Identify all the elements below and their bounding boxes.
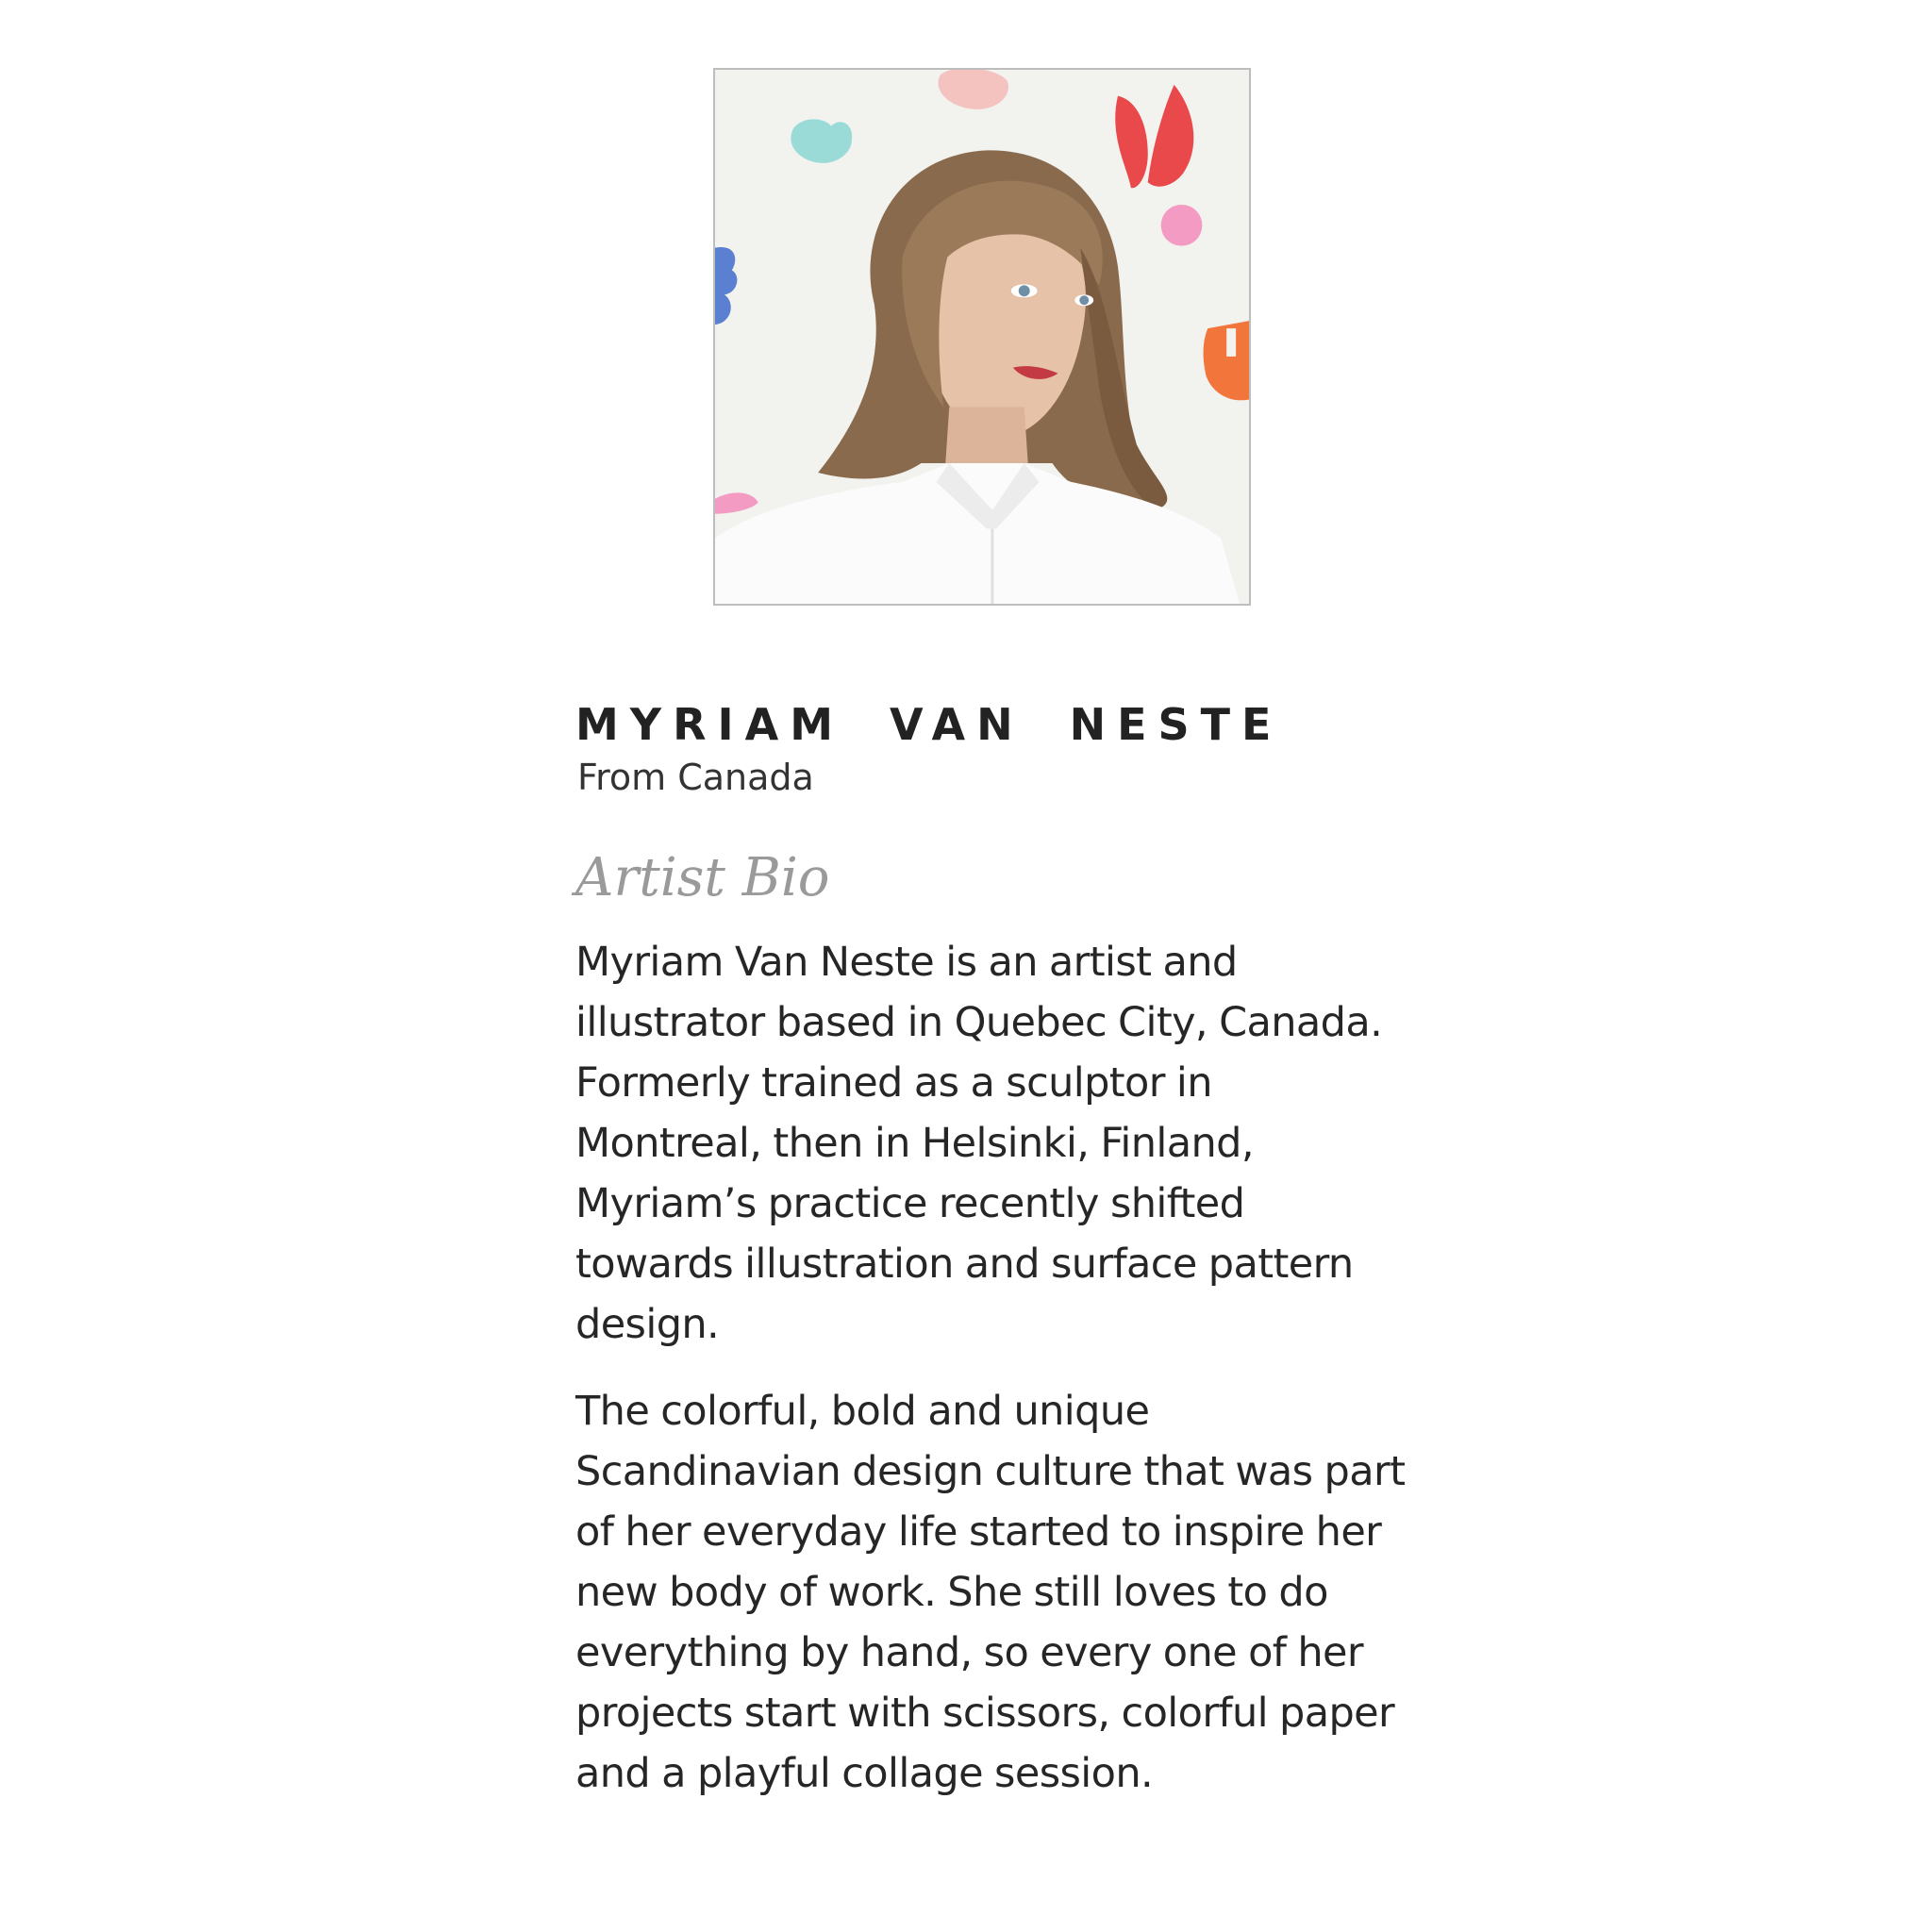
bio-body: [575, 932, 1406, 1804]
bio-paragraph: Myriam Van Neste is an artist and illustrator based in Quebec City, Canada. Formerly trained as a sculptor in Montreal, then in Helsinki, Finland, Myriam’s practice recently shifted towards illustration and surface pattern design.: [575, 939, 1383, 1348]
artist-portrait: [713, 68, 1251, 606]
artist-profile: [575, 696, 1424, 1830]
bio-heading: Artist Bio: [575, 847, 830, 908]
artist-origin: From Canada: [577, 757, 814, 798]
artist-name: MYRIAM VAN NESTE: [575, 699, 1283, 750]
bio-paragraph: The colorful, bold and unique Scandinavian design culture that was part of her everyday life started to inspire her new body of work. She still loves to do everything by hand, so every one of her projects start with scissors, colorful paper and a playful collage session.: [575, 1388, 1406, 1797]
portrait-photo-icon: [715, 70, 1249, 604]
